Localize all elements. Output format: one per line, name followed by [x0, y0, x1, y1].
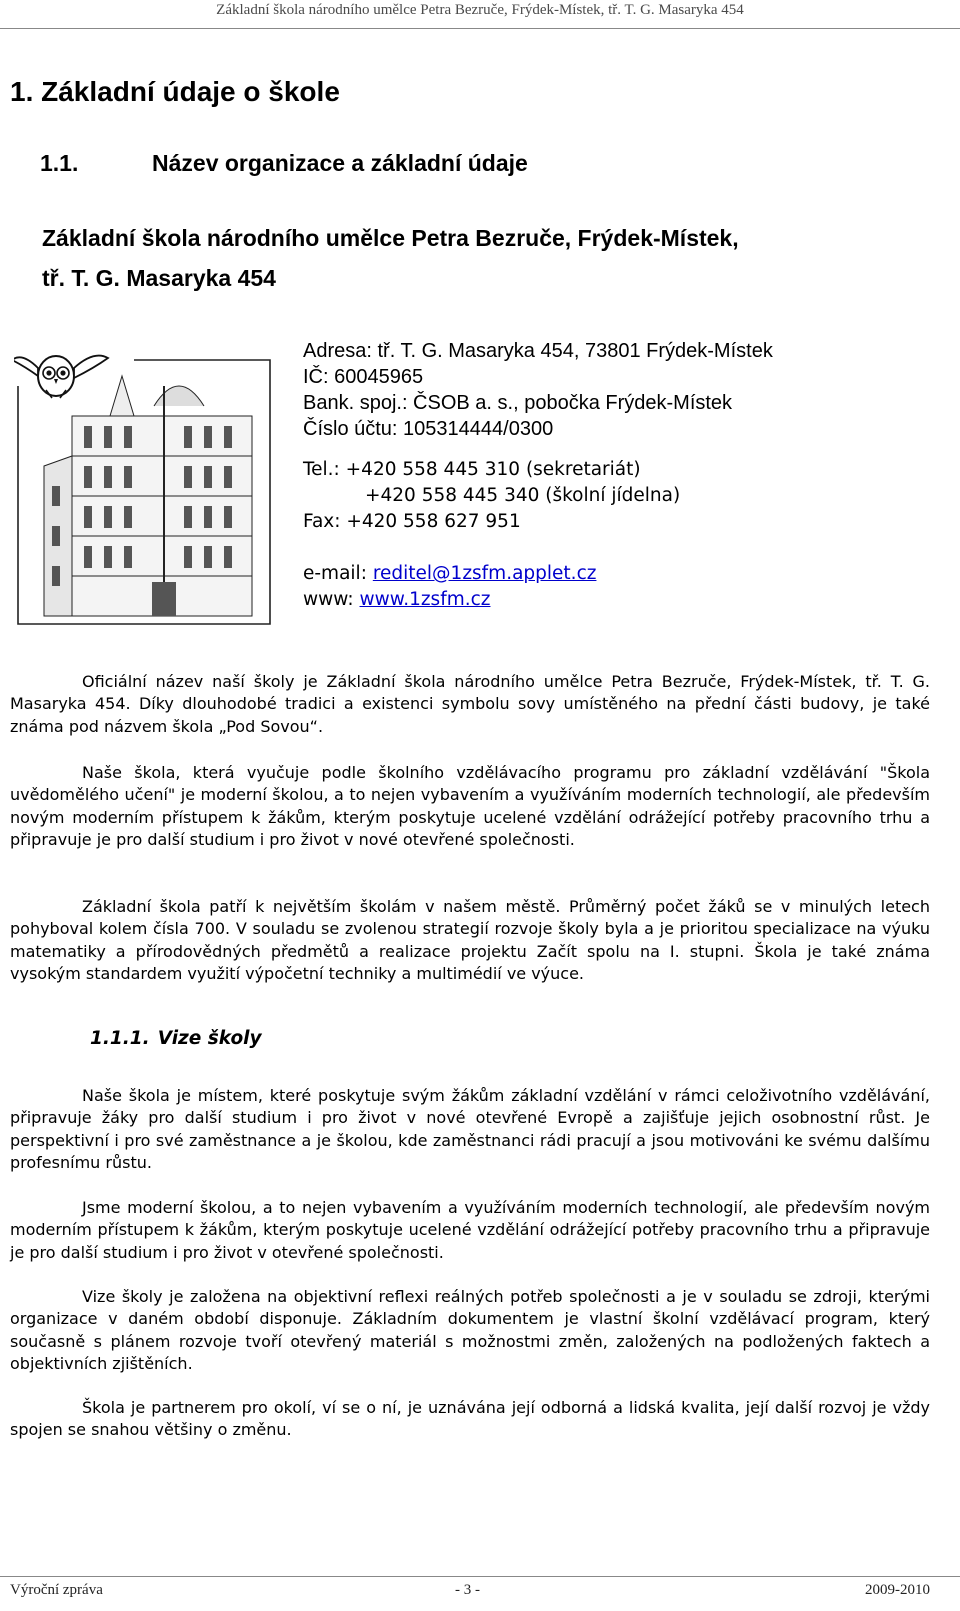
page-number: - 3 -	[455, 1582, 480, 1598]
website-link[interactable]: www.1zsfm.cz	[359, 589, 491, 610]
subsection-title: Název organizace a základní údaje	[152, 150, 528, 176]
paragraph: Naše škola je místem, které poskytuje svým žákům základní vzdělání v rámci celoživotního vzdělávání, připravuje žáky pro další studium i pro život v nové otevřené Evropě a zajišťuje jejich osobnostní růst. Je perspektivní i pro své zaměstnance a je školou, kde zaměstnanci rádi pracují a jsou motivováni ke svému dalšímu profesnímu růstu.	[10, 1086, 930, 1172]
fax-line: Fax: +420 558 627 951	[303, 511, 521, 532]
phone-line: Tel.: +420 558 445 310 (sekretariát)	[303, 459, 641, 480]
subsubsection-number: 1.1.1.	[90, 1028, 150, 1049]
subsubsection-heading	[90, 1028, 262, 1049]
school-name	[42, 218, 942, 298]
phone-line-2: +420 558 445 340 (školní jídelna)	[365, 485, 681, 506]
paragraph: Základní škola patří k největším školám v našem městě. Průměrný počet žáků se v minulých letech pohyboval kolem čísla 700. V souladu se zvolenou strategií rozvoje školy byla a je prioritou specializace na výuku matematiky a přírodovědných předmětů a realizace projektu Začít spolu na I. stupni. Škola je také známa vysokým standardem využití výpočetní techniky a multimédií ve výuce.	[10, 897, 930, 983]
school-name-line1: Základní škola národního umělce Petra Bezruče, Frýdek-Místek,	[42, 225, 739, 251]
address-line: Adresa: tř. T. G. Masaryka 454, 73801 Frýdek-Místek	[303, 340, 773, 362]
header-divider	[0, 28, 960, 29]
subsection-number: 1.1.	[40, 150, 79, 176]
school-name-line2: tř. T. G. Masaryka 454	[42, 265, 276, 291]
address-block	[303, 338, 773, 442]
www-label: www:	[303, 589, 360, 610]
contact-block	[303, 457, 680, 613]
paragraph: Oficiální název naší školy je Základní škola národního umělce Petra Bezruče, Frýdek-Místek, tř. T. G. Masaryka 454. Díky dlouhodobé tradici a existenci symbolu sovy umístěného na přední části budovy, je také známa pod názvem škola „Pod Sovou“.	[10, 672, 930, 736]
account-line: Číslo účtu: 105314444/0300	[303, 418, 554, 440]
ico-line: IČ: 60045965	[303, 366, 424, 388]
page-header: Základní škola národního umělce Petra Bezruče, Frýdek-Místek, tř. T. G. Masaryka 454	[216, 2, 744, 18]
paragraph: Naše škola, která vyučuje podle školního vzdělávacího programu pro základní vzdělávání "Škola uvědomělého učení" je moderní školou, a to nejen vybavením a využíváním moderních technologií, ale především novým moderním přístupem k žákům, kterým poskytuje ucelené vzdělání odrážející potřeby pracovního trhu a připravuje je pro další studium i pro život v nové otevřené společnosti.	[10, 763, 930, 849]
paragraph: Jsme moderní školou, a to nejen vybavením a využíváním moderních technologií, ale především novým moderním přístupem k žákům, kterým poskytuje ucelené vzdělání odrážející potřeby pracovního trhu a připravuje je pro další studium i pro život v otevřené společnosti.	[10, 1198, 930, 1262]
www-line	[303, 587, 680, 613]
subsubsection-title: Vize školy	[157, 1028, 262, 1049]
paragraph: Škola je partnerem pro okolí, ví se o ní, je uznávána její odborná a lidská kvalita, její další rozvoj je vždy spojen se snahou většiny o změnu.	[10, 1398, 930, 1440]
email-label: e-mail:	[303, 563, 373, 584]
subsection-heading	[40, 150, 528, 177]
footer-left: Výroční zpráva	[10, 1582, 103, 1598]
paragraph: Vize školy je založena na objektivní reflexi reálných potřeb společnosti a je v souladu se zdroji, kterými organizace v daném období disponuje. Základním dokumentem je vlastní školní vzdělávací program, který současně s plánem rozvoje tvoří otevřený materiál s možnostmi změn, založených na podložených faktech a objektivních zjištěních.	[10, 1287, 930, 1373]
bank-line: Bank. spoj.: ČSOB a. s., pobočka Frýdek-Místek	[303, 392, 733, 414]
email-link[interactable]: reditel@1zsfm.applet.cz	[372, 563, 597, 584]
owl-icon	[14, 356, 108, 398]
school-building-illustration	[14, 346, 274, 628]
section-heading: 1. Základní údaje o škole	[10, 76, 340, 107]
email-line	[303, 561, 680, 587]
footer-right: 2009-2010	[865, 1582, 930, 1598]
footer-divider	[0, 1576, 960, 1577]
